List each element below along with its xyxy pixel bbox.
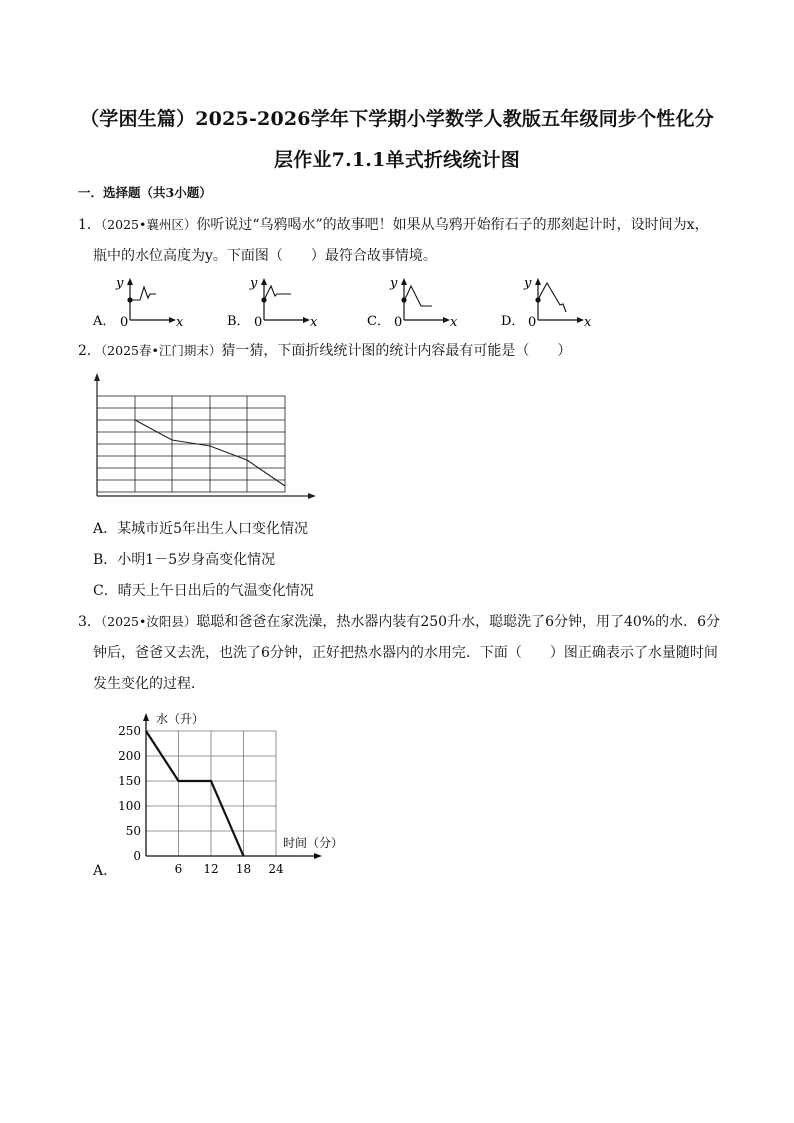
question-3-line-2: 钟后，爸爸又去洗，也洗了6分钟，正好把热水器内的水用完．下面（ ）图正确表示了水量随时间	[93, 645, 718, 661]
x-axis-label: 时间（分）	[283, 836, 344, 850]
option-label: C．	[367, 314, 390, 329]
x-tick-label: 18	[235, 862, 252, 876]
y-tick-label: 150	[118, 774, 141, 788]
q1-option-b[interactable]	[224, 272, 334, 332]
y-axis-label: y	[116, 276, 124, 291]
y-tick-label: 50	[125, 824, 141, 838]
question-2-line	[78, 340, 571, 360]
x-axis-label: x	[584, 315, 592, 330]
q2-option-c[interactable]: C．晴天上午日出后的气温变化情况	[93, 583, 314, 599]
origin-label: 0	[120, 315, 129, 330]
x-axis-arrow	[303, 317, 310, 323]
section-heading: 一．选择题（共3小题）	[78, 185, 212, 200]
q1-option-d[interactable]	[498, 272, 608, 332]
y-axis-arrow	[535, 278, 541, 285]
water-level-line	[264, 286, 291, 300]
option-label: D．	[501, 314, 525, 329]
chart-grid	[97, 396, 285, 492]
x-axis-label: x	[450, 315, 458, 330]
x-tick-label: 12	[203, 862, 219, 876]
option-label: A．	[93, 314, 116, 329]
y-axis-label: y	[524, 276, 532, 291]
document-title-line-1: （学困生篇）2025-2026学年下学期小学数学人教版五年级同步个性化分	[80, 108, 714, 130]
y-tick-label: 250	[118, 724, 141, 738]
question-1-line-2: 瓶中的水位高度为y。下面图（ ）最符合故事情境。	[93, 248, 437, 264]
x-axis-arrow	[169, 317, 176, 323]
chart-ticks	[118, 724, 284, 876]
y-axis-label: y	[250, 276, 258, 291]
origin-label: 0	[394, 315, 403, 330]
x-axis-arrow	[577, 317, 584, 323]
y-axis-label: y	[390, 276, 398, 291]
y-axis-label: 水（升）	[156, 712, 205, 726]
q3-water-chart	[110, 705, 360, 880]
y-axis-arrow	[127, 278, 133, 285]
x-axis-label: x	[176, 315, 184, 330]
q1-option-a[interactable]	[90, 272, 200, 332]
x-tick-label: 6	[174, 862, 183, 876]
question-2-text: 猜一猜，下面折线统计图的统计内容最有可能是（ ）	[221, 343, 572, 359]
question-2-number: 2．	[78, 343, 101, 359]
water-level-line	[404, 286, 432, 306]
y-axis-arrow	[401, 278, 407, 285]
water-level-line	[130, 287, 156, 300]
question-3-number: 3．	[78, 614, 101, 630]
y-axis-arrow	[143, 713, 149, 721]
question-3-line-1	[78, 611, 720, 631]
document-title-line-2: 层作业7.1.1单式折线统计图	[274, 149, 520, 171]
x-axis-arrow	[443, 317, 450, 323]
x-axis-arrow	[308, 493, 316, 499]
question-1-number: 1．	[78, 217, 101, 233]
x-tick-label: 24	[268, 862, 284, 876]
y-axis-arrow	[94, 373, 100, 381]
q1-option-c[interactable]	[364, 272, 474, 332]
question-1-text: 你听说过“乌鸦喝水”的故事吧！如果从乌鸦开始衔石子的那刻起计时，设时间为x，	[196, 217, 709, 233]
q2-option-b[interactable]: B．小明1－5岁身高变化情况	[93, 552, 276, 568]
y-tick-label: 200	[118, 749, 141, 763]
y-tick-label: 0	[133, 849, 141, 863]
x-axis-arrow	[314, 853, 322, 859]
q3-option-a-label[interactable]: A．	[93, 863, 118, 879]
question-3-text: 聪聪和爸爸在家洗澡，热水器内装有250升水，聪聪洗了6分钟，用了40%的水．6分	[196, 614, 721, 630]
x-axis-label: x	[310, 315, 318, 330]
q2-option-a[interactable]: A．某城市近5年出生人口变化情况	[93, 521, 309, 537]
option-label: B．	[227, 314, 250, 329]
question-3-line-3: 发生变化的过程．	[93, 676, 205, 692]
y-tick-label: 100	[118, 799, 141, 813]
question-1-source: （2025•襄州区）	[100, 217, 197, 232]
question-2-source: （2025春•江门期末）	[100, 343, 222, 358]
question-3-source: （2025•汝阳县）	[100, 614, 197, 629]
water-volume-line	[146, 731, 244, 856]
water-level-line	[538, 283, 566, 312]
q2-line-chart	[88, 370, 328, 510]
question-1-line-1	[78, 214, 709, 234]
origin-label: 0	[528, 315, 537, 330]
y-axis-arrow	[261, 278, 267, 285]
origin-label: 0	[254, 315, 263, 330]
